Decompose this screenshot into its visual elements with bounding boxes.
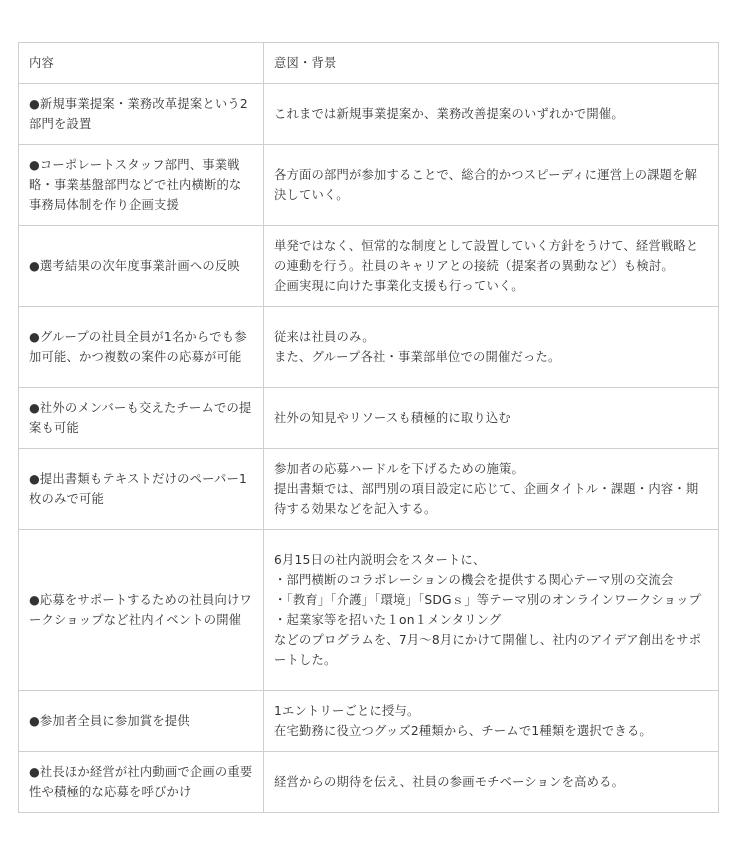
table-row [19,307,719,388]
row-content: ●参加者全員に参加賞を提供 [19,691,264,752]
row-content: ●社長ほか経営が社内動画で企画の重要性や積極的な応募を呼びかけ [19,752,264,813]
row-content: ●社外のメンバーも交えたチームでの提案も可能 [19,388,264,449]
table-header-row [19,43,719,84]
row-content: ●選考結果の次年度事業計画への反映 [19,226,264,307]
row-intent: 単発ではなく、恒常的な制度として設置していく方針をうけて、経営戦略との連動を行う。社員のキャリアとの接続（提案者の異動など）も検討。 企画実現に向けた事業化支援も行っていく。 [264,226,719,307]
table-row [19,388,719,449]
row-content: ●コーポレートスタッフ部門、事業戦略・事業基盤部門などで社内横断的な事務局体制を作り企画支援 [19,145,264,226]
row-intent: これまでは新規事業提案か、業務改善提案のいずれかで開催。 [264,84,719,145]
row-content: ●グループの社員全員が1名からでも参加可能、かつ複数の案件の応募が可能 [19,307,264,388]
table-row [19,530,719,691]
row-content: ●新規事業提案・業務改革提案という2部門を設置 [19,84,264,145]
row-content: ●応募をサポートするための社員向けワークショップなど社内イベントの開催 [19,530,264,691]
row-intent: 6月15日の社内説明会をスタートに、 ・部門横断のコラボレーションの機会を提供する関心テーマ別の交流会 ・「教育」「介護」「環境」「SDGｓ」等テーマ別のオンラインワークショップ ・起業家等を招いた１on１メンタリング などのプログラムを、7月～8月にかけて開催し、社内のアイデア創出をサポートした。 [264,530,719,691]
row-intent: 従来は社員のみ。 また、グループ各社・事業部単位での開催だった。 [264,307,719,388]
row-content: ●提出書類もテキストだけのペーパー1枚のみで可能 [19,449,264,530]
table-row [19,449,719,530]
row-intent: 社外の知見やリソースも積極的に取り込む [264,388,719,449]
header-intent: 意図・背景 [264,43,719,84]
table-row [19,226,719,307]
table-row [19,691,719,752]
row-intent: 各方面の部門が参加することで、総合的かつスピーディに運営上の課題を解決していく。 [264,145,719,226]
table-row [19,752,719,813]
table-row [19,145,719,226]
row-intent: 参加者の応募ハードルを下げるための施策。 提出書類では、部門別の項目設定に応じて、企画タイトル・課題・内容・期待する効果などを記入する。 [264,449,719,530]
header-content: 内容 [19,43,264,84]
content-table-container [18,42,718,813]
row-intent: 1エントリーごとに授与。 在宅勤務に役立つグッズ2種類から、チームで1種類を選択できる。 [264,691,719,752]
table-row [19,84,719,145]
row-intent: 経営からの期待を伝え、社員の参画モチベーションを高める。 [264,752,719,813]
content-table [18,42,719,813]
